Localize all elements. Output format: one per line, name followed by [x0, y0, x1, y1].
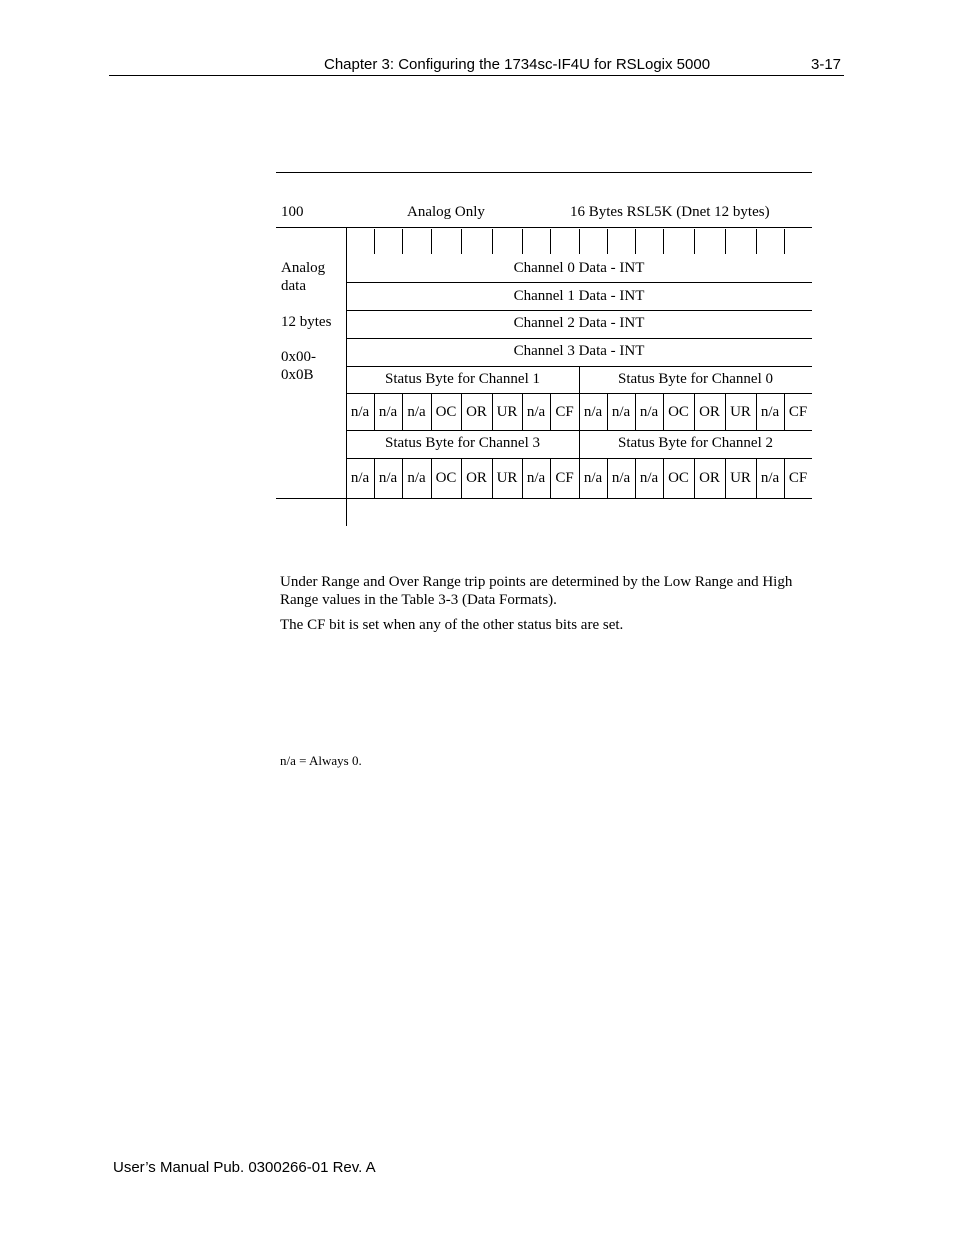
status-bit: n/a	[407, 470, 426, 486]
bit-divider	[492, 393, 493, 430]
header-rule	[109, 75, 844, 76]
status-bit: n/a	[350, 404, 370, 420]
bit-tick	[522, 229, 523, 254]
bit-divider	[522, 393, 523, 430]
row-rule	[346, 282, 812, 283]
chapter-title: Chapter 3: Configuring the 1734sc-IF4U for RSLogix 5000	[324, 56, 711, 73]
channel-2-data: Channel 2 Data - INT	[513, 315, 645, 331]
assembly-mode: Analog Only	[407, 204, 485, 220]
bit-divider	[374, 458, 375, 498]
bit-tick	[694, 229, 695, 254]
channel-0-data: Channel 0 Data - INT	[513, 260, 645, 276]
status-bit: n/a	[760, 404, 780, 420]
status-bit: OC	[435, 470, 457, 486]
manual-footer: User’s Manual Pub. 0300266-01 Rev. A	[113, 1159, 376, 1176]
na-footnote: n/a = Always 0.	[280, 753, 362, 768]
status-byte-channel-2: Status Byte for Channel 2	[618, 435, 773, 451]
bytes-label: 12 bytes	[281, 314, 332, 330]
status-bit: n/a	[639, 404, 659, 420]
status-bit: UR	[730, 404, 751, 420]
channel-3-data: Channel 3 Data - INT	[513, 343, 645, 359]
status-bit: n/a	[583, 404, 603, 420]
status-bit: n/a	[378, 404, 398, 420]
bit-divider	[402, 458, 403, 498]
bit-divider	[461, 393, 462, 430]
bit-divider	[431, 393, 432, 430]
bit-divider	[635, 393, 636, 430]
status-byte-channel-0: Status Byte for Channel 0	[618, 371, 773, 387]
bit-divider	[694, 393, 695, 430]
status-bit: UR	[496, 470, 518, 486]
bit-divider	[431, 458, 432, 498]
bit-divider	[607, 458, 608, 498]
table-bottom-rule	[276, 498, 812, 499]
bit-divider	[635, 458, 636, 498]
bit-divider	[550, 458, 551, 498]
assembly-size: 16 Bytes RSL5K (Dnet 12 bytes)	[570, 204, 770, 220]
channel-1-data: Channel 1 Data - INT	[513, 288, 645, 304]
status-bit: n/a	[350, 470, 370, 486]
status-bit: OC	[435, 404, 457, 420]
bit-divider	[694, 458, 695, 498]
analog-label: Analog	[281, 260, 326, 276]
bit-divider	[461, 458, 462, 498]
status-bit: CF	[555, 404, 574, 420]
table-top-rule	[276, 172, 812, 173]
status-bit: n/a	[611, 404, 631, 420]
bit-divider	[725, 458, 726, 498]
bit-divider	[374, 393, 375, 430]
bit-divider	[550, 393, 551, 430]
bit-tick	[402, 229, 403, 254]
status-bit: n/a	[378, 470, 398, 486]
bit-divider	[663, 458, 664, 498]
status-bit: CF	[788, 470, 808, 486]
status-bit: OR	[466, 470, 487, 486]
bit-tick	[784, 229, 785, 254]
assembly-code: 100	[281, 204, 304, 220]
status-byte-channel-3: Status Byte for Channel 3	[385, 435, 540, 451]
status-bit: n/a	[526, 470, 546, 486]
status-bit: UR	[730, 470, 751, 486]
bit-tick	[725, 229, 726, 254]
bit-tick	[607, 229, 608, 254]
range-start-label: 0x00-	[281, 349, 316, 365]
bit-tick	[579, 229, 580, 254]
bit-tick	[635, 229, 636, 254]
status-bit: OC	[668, 404, 689, 420]
status-bit: n/a	[583, 470, 603, 486]
status-bit: OC	[668, 470, 689, 486]
status-bit: CF	[788, 404, 808, 420]
range-end-label: 0x0B	[281, 367, 314, 383]
bit-tick	[550, 229, 551, 254]
status-bit: UR	[496, 404, 518, 420]
status-bit: OR	[699, 404, 720, 420]
status-bit: n/a	[611, 470, 631, 486]
status-byte-channel-1: Status Byte for Channel 1	[385, 371, 540, 387]
bit-divider	[492, 458, 493, 498]
bit-tick	[461, 229, 462, 254]
bit-tick	[374, 229, 375, 254]
row-rule	[346, 310, 812, 311]
status-bit: n/a	[526, 404, 546, 420]
trip-points-paragraph: Under Range and Over Range trip points are determined by the Low Range and High Range values in the Table 3-3 (Data Formats).	[280, 574, 793, 608]
bit-divider	[579, 393, 580, 430]
bit-divider	[784, 458, 785, 498]
bit-divider	[725, 393, 726, 430]
page-number: 3-17	[811, 56, 842, 73]
bit-divider	[756, 458, 757, 498]
bit-divider	[756, 393, 757, 430]
status-divider	[579, 366, 580, 393]
bit-divider	[607, 393, 608, 430]
bit-divider	[784, 393, 785, 430]
data-label: data	[281, 278, 306, 294]
bit-tick	[756, 229, 757, 254]
bit-divider	[663, 393, 664, 430]
cf-bit-paragraph: The CF bit is set when any of the other status bits are set.	[280, 617, 624, 633]
bit-divider	[522, 458, 523, 498]
bit-tick	[663, 229, 664, 254]
status-bit: n/a	[407, 404, 426, 420]
bit-divider	[579, 458, 580, 498]
status-bit: OR	[699, 470, 720, 486]
row-rule	[346, 338, 812, 339]
status-bit: n/a	[760, 470, 780, 486]
status-bit: CF	[555, 470, 574, 486]
status-divider	[579, 430, 580, 458]
status-bit: n/a	[639, 470, 659, 486]
table-header-rule	[276, 227, 812, 228]
bit-tick	[431, 229, 432, 254]
bit-tick	[492, 229, 493, 254]
bit-divider	[402, 393, 403, 430]
status-bit: OR	[466, 404, 487, 420]
